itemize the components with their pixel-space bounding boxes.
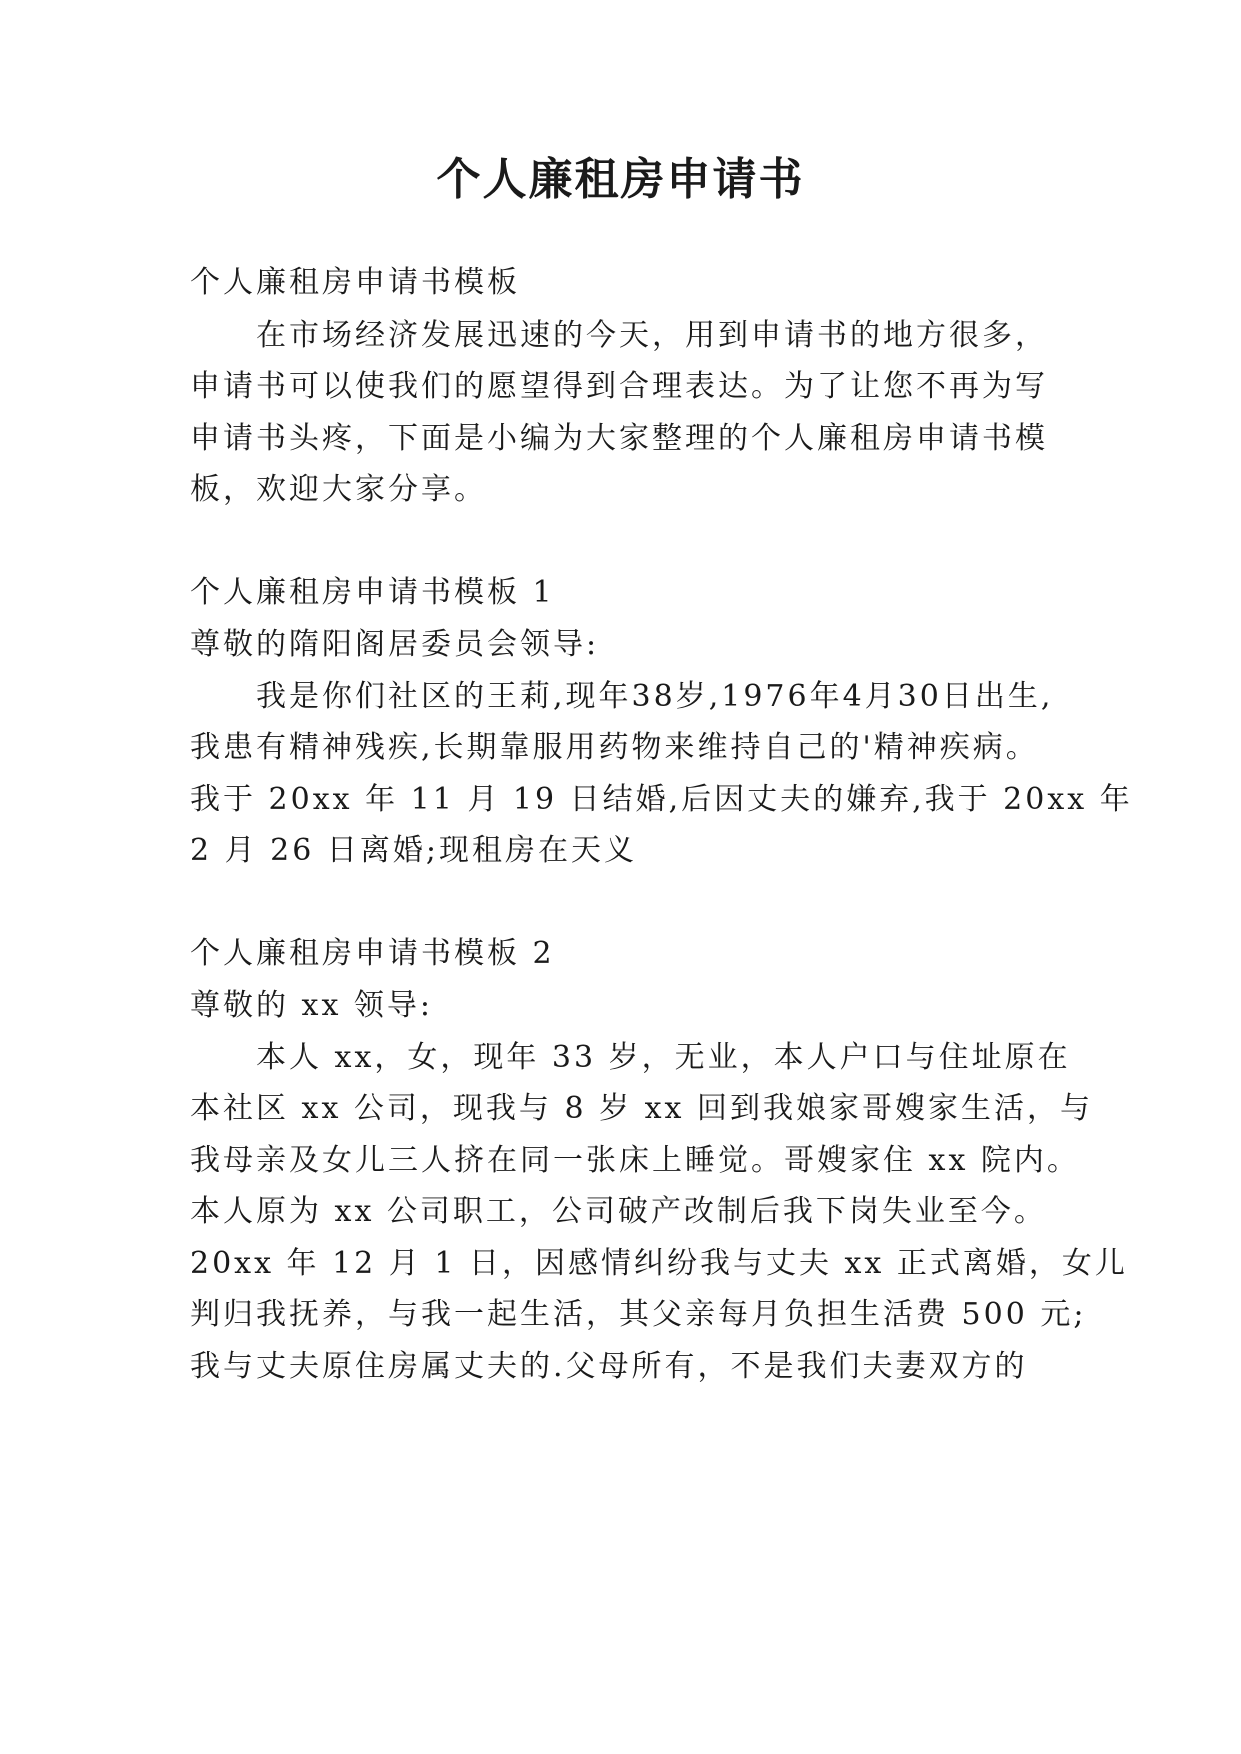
- template2-line: 我与丈夫原住房属丈夫的.父母所有，不是我们夫妻双方的: [190, 1349, 1028, 1384]
- template2-line: 20xx 年 12 月 1 日，因感情纠纷我与丈夫 xx 正式离婚，女儿: [190, 1246, 1128, 1281]
- intro-heading: 个人廉租房申请书模板: [190, 265, 520, 300]
- intro-line: 申请书可以使我们的愿望得到合理表达。为了让您不再为写: [190, 369, 1048, 404]
- template2-line: 本社区 xx 公司，现我与 8 岁 xx 回到我娘家哥嫂家生活，与: [190, 1091, 1093, 1126]
- template1-line: 我患有精神残疾,长期靠服用药物来维持自己的'精神疾病。: [190, 730, 1039, 765]
- template1-line: 我于 20xx 年 11 月 19 日结婚,后因丈夫的嫌弃,我于 20xx 年: [190, 782, 1133, 817]
- template2-line: 本人原为 xx 公司职工，公司破产改制后我下岗失业至今。: [190, 1194, 1047, 1229]
- template2-line: 我母亲及女儿三人挤在同一张床上睡觉。哥嫂家住 xx 院内。: [190, 1143, 1080, 1178]
- template2-salutation: 尊敬的 xx 领导:: [190, 988, 434, 1023]
- intro-line: 板，欢迎大家分享。: [190, 472, 487, 507]
- template2-line: 判归我抚养，与我一起生活，其父亲每月负担生活费 500 元;: [190, 1297, 1087, 1332]
- template1-line: 2 月 26 日离婚;现租房在天义: [190, 833, 637, 868]
- intro-line: 在市场经济发展迅速的今天，用到申请书的地方很多，: [256, 318, 1048, 353]
- document-title: 个人廉租房申请书: [436, 154, 805, 205]
- template2-line: 本人 xx，女，现年 33 岁，无业，本人户口与住址原在: [256, 1040, 1071, 1075]
- intro-line: 申请书头疼，下面是小编为大家整理的个人廉租房申请书模: [190, 421, 1048, 456]
- template2-heading: 个人廉租房申请书模板 2: [190, 936, 555, 971]
- template1-heading: 个人廉租房申请书模板 1: [190, 575, 555, 610]
- template1-line: 我是你们社区的王莉,现年38岁,1976年4月30日出生,: [256, 679, 1054, 714]
- template1-salutation: 尊敬的隋阳阁居委员会领导:: [190, 627, 600, 662]
